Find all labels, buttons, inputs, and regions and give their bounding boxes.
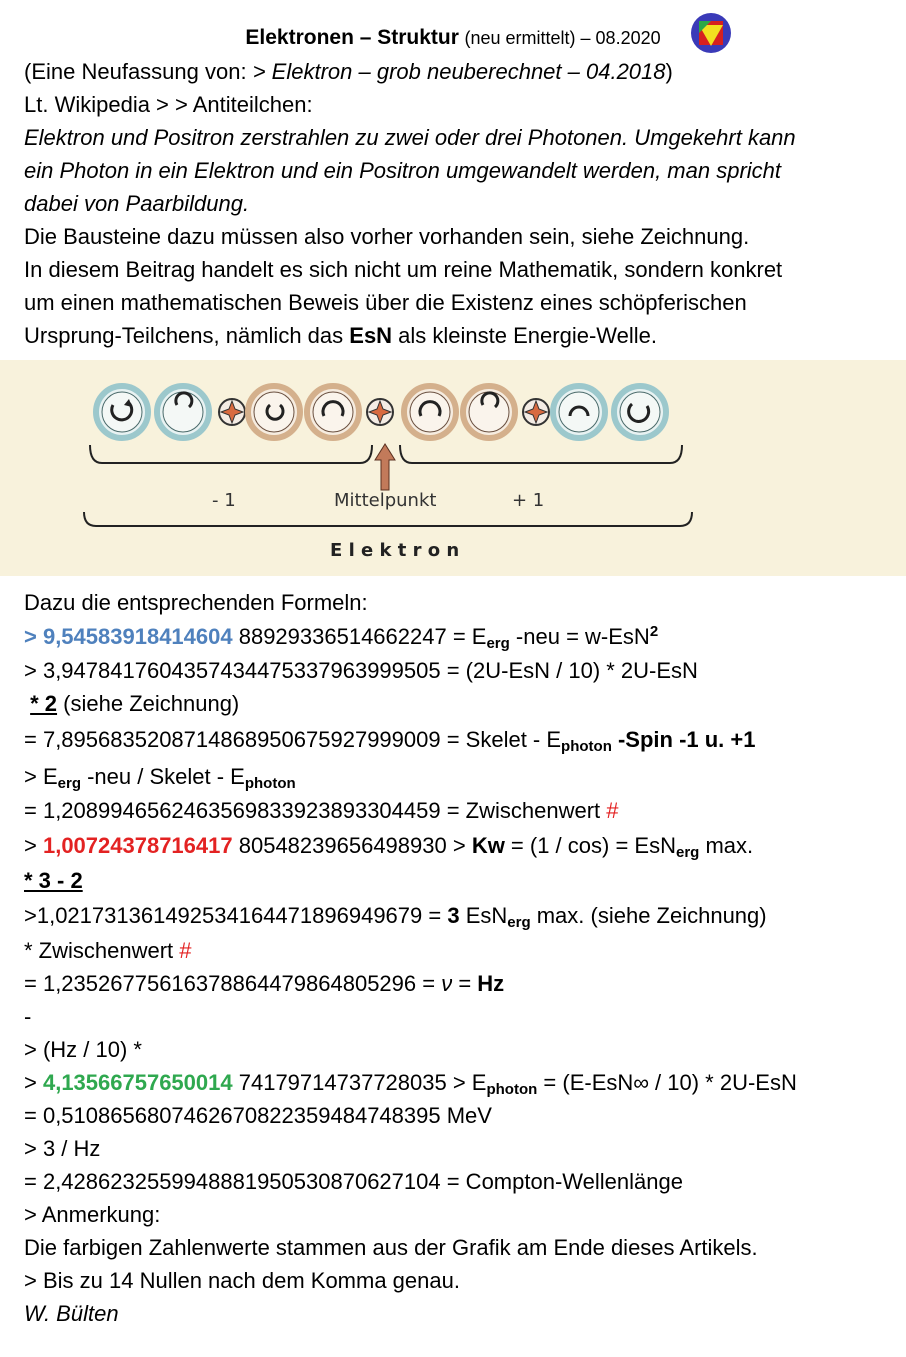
author-signature: W. Bülten — [24, 1301, 119, 1326]
formula-line-6: = 1,2089946562463569833923893304459 = Zwischenwert # — [24, 798, 619, 823]
ring-4 — [307, 386, 359, 438]
formula-line-15: = 0,5108656807462670822359484748395 MeV — [24, 1103, 492, 1128]
intro-line-2: Lt. Wikipedia > > Antiteilchen: — [24, 92, 313, 117]
formula-line-3: * 2 (siehe Zeichnung) — [30, 691, 240, 716]
brace-left — [90, 445, 372, 463]
document-title — [0, 26, 906, 50]
intro-line-5: dabei von Paarbildung. — [24, 191, 250, 216]
ring-7 — [553, 386, 605, 438]
formula-line-11: = 1,23526775616378864479864805296 = ν = Hz — [24, 971, 505, 996]
title-sub: (neu ermittelt) – 08.2020 — [464, 28, 661, 48]
intro-line-6: Die Bausteine dazu müssen also vorher vorhanden sein, siehe Zeichnung. — [24, 224, 750, 249]
brace-electron — [84, 512, 692, 526]
formula-line-13: > (Hz / 10) * — [24, 1037, 142, 1062]
logo-icon — [690, 12, 732, 54]
label-center: Mittelpunkt — [334, 490, 437, 511]
formula-line-9: >1,021731361492534164471896949679 = 3 EsN$_{erg}$ max. (siehe Zeichnung) — [24, 903, 767, 931]
formula-line-2: > 3,9478417604357434475337963999505 = (2U-EsN / 10) * 2U-EsN — [24, 658, 698, 683]
formula-line-1: > 9,54583918414604 $88929336514662247 = E_{erg}$ -neu = w-EsN$^2$ — [24, 623, 659, 652]
intro-line-8: um einen mathematischen Beweis über die Existenz eines schöpferischen — [24, 290, 747, 315]
label-minus-one: - 1 — [212, 490, 236, 511]
electron-diagram — [0, 360, 906, 576]
ring-2 — [157, 386, 209, 438]
star-2 — [523, 399, 549, 425]
formula-line-8: * 3 - 2 — [24, 868, 83, 893]
ring-3 — [248, 386, 300, 438]
formula-line-16: > 3 / Hz — [24, 1136, 101, 1161]
label-plus-one: + 1 — [512, 490, 545, 511]
formula-line-20: > Bis zu 14 Nullen nach dem Komma genau. — [24, 1268, 460, 1293]
intro-line-9: Ursprung-Teilchens, nämlich das EsN als kleinste Energie-Welle. — [24, 323, 657, 348]
ring-8 — [614, 386, 666, 438]
ring-1 — [96, 386, 148, 438]
formula-line-17: = 2,4286232559948881950530870627104 = Compton-Wellenlänge — [24, 1169, 683, 1194]
intro-line-4: ein Photon in ein Elektron und ein Positron umgewandelt werden, man spricht — [24, 158, 782, 183]
formula-line-18: > Anmerkung: — [24, 1202, 161, 1227]
formula-line-5: > $E_{erg}$ -neu / Skelet - $E_{photon}$ — [24, 764, 296, 792]
brace-right — [400, 445, 682, 463]
formula-line-14: > 4,13566757650014 $74179714737728035 > E_{photon} = (E-EsN\infty / 10) * 2U-EsN$ — [24, 1070, 797, 1098]
label-electron: E l e k t r o n — [330, 540, 460, 561]
formula-line-7: > 1,00724378716417 80548239656498930 > Kw = (1 / cos) = EsN$_{erg}$ max. — [24, 833, 754, 861]
formula-line-19: Die farbigen Zahlenwerte stammen aus der Grafik am Ende dieses Artikels. — [24, 1235, 758, 1260]
ring-6 — [463, 386, 515, 438]
esn-term: EsN — [349, 323, 393, 348]
reference-link[interactable]: > Elektron – grob neuberechnet – 04.2018 — [252, 59, 666, 84]
center-arrow-icon — [375, 444, 395, 490]
star-1 — [219, 399, 245, 425]
formula-line-4: = 7,8956835208714868950675927999009 = Skelet - $E_{photon}$ -Spin -1 u. +1 — [24, 727, 756, 755]
intro-line-1: (Eine Neufassung von: > Elektron – grob neuberechnet – 04.2018) — [24, 59, 673, 84]
star-center — [367, 399, 393, 425]
intro-line-7: In diesem Beitrag handelt es sich nicht um reine Mathematik, sondern konkret — [24, 257, 783, 282]
ring-5 — [404, 386, 456, 438]
title-main: Elektronen – Struktur — [245, 26, 459, 49]
formula-line-10: * Zwischenwert # — [24, 938, 192, 963]
formulas-heading: Dazu die entsprechenden Formeln: — [24, 590, 368, 615]
formula-line-12: - — [24, 1004, 32, 1029]
intro-line-3: Elektron und Positron zerstrahlen zu zwei oder drei Photonen. Umgekehrt kann — [24, 125, 796, 150]
